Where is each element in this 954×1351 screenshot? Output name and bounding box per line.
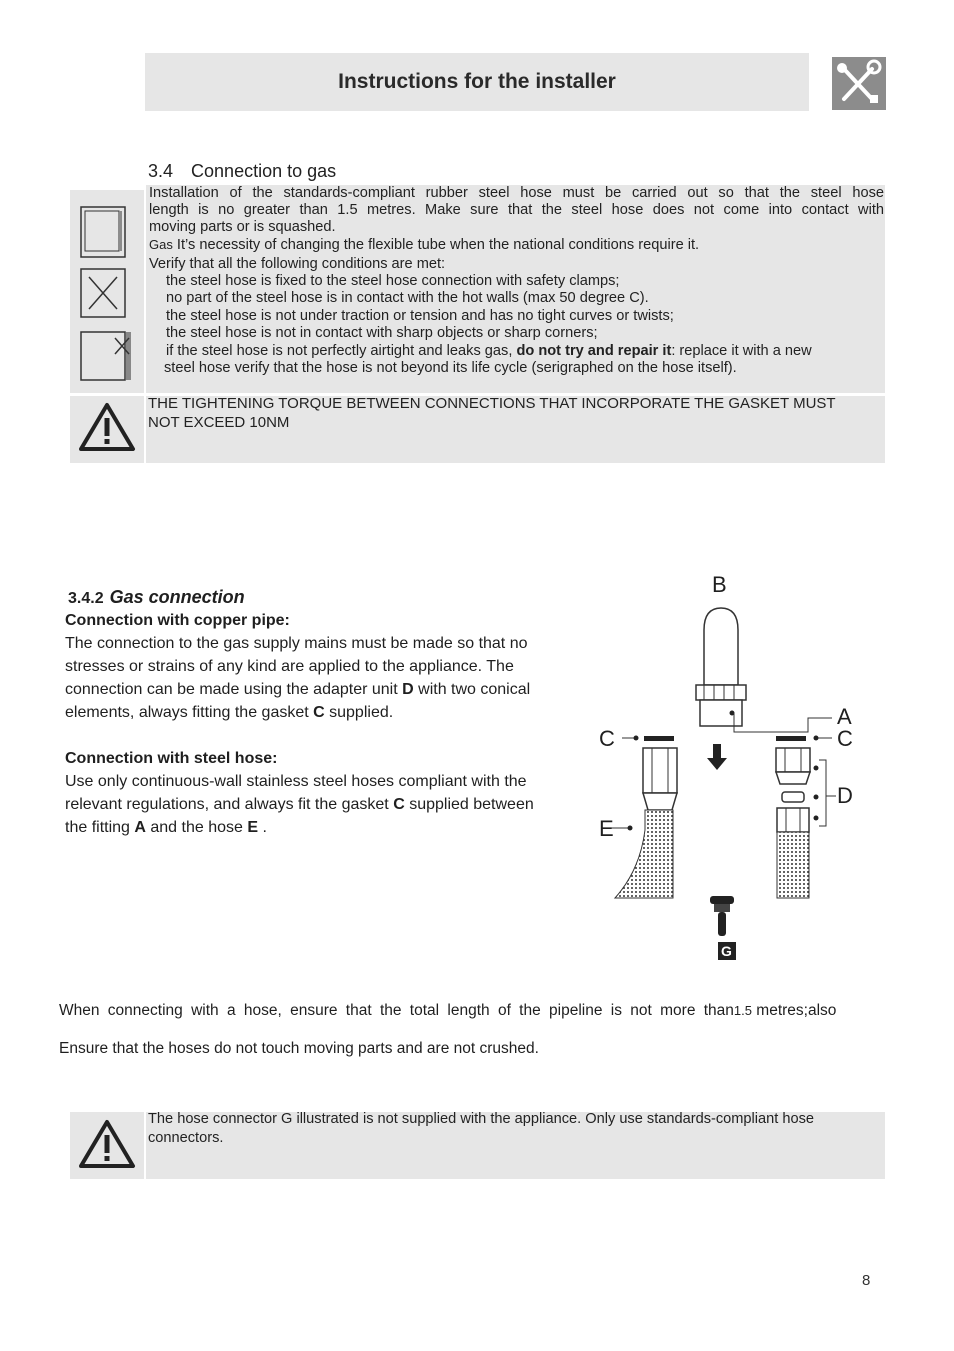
label-c-right: C (837, 726, 853, 751)
copper-line-1: The connection to the gas supply mains must be made so that no (65, 635, 528, 652)
label-b: B (712, 572, 727, 597)
steel-line-2 (65, 793, 534, 816)
copper-line-4 (65, 701, 393, 724)
label-c-left: C (599, 726, 615, 751)
warning-icon (78, 401, 136, 458)
bottom-line-1 (59, 1002, 836, 1020)
warning-line-2: NOT EXCEED 10NM (148, 414, 290, 431)
gas-connection-diagram (590, 570, 870, 970)
bottom-line-1-c: metres;also (752, 1002, 837, 1019)
copper-line-3 (65, 678, 530, 701)
subsection-number: 3.4.2 (68, 590, 104, 607)
gas-note (149, 236, 699, 254)
section-title-text: Connection to gas (191, 161, 337, 181)
note-warning-icon (78, 1118, 136, 1175)
copper-line-4-c: supplied. (324, 704, 394, 721)
page-title: Instructions for the installer (338, 70, 616, 93)
condition-5-bold: do not try and repair it (516, 343, 672, 359)
tools-icon (832, 57, 886, 110)
section-number: 3.4 (148, 161, 174, 181)
gas-note-text: It’s necessity of changing the flexible tube when the national conditions require it. (172, 237, 700, 253)
section-title (148, 161, 336, 182)
bottom-line-1-b: 1.5 (733, 1003, 752, 1018)
verify-line: Verify that all the following conditions are met: (149, 256, 446, 272)
condition-1: the steel hose is fixed to the steel hose connection with safety clamps; (166, 273, 620, 289)
steel-line-3 (65, 816, 267, 839)
note-line-2: connectors. (148, 1130, 224, 1146)
copper-line-4-a: elements, always fitting the gasket (65, 704, 314, 721)
condition-3: the steel hose is not under traction or tension and has no tight curves or twists; (166, 308, 674, 324)
steel-line-1: Use only continuous-wall stainless steel hoses compliant with the (65, 773, 527, 790)
cross-hose-icon (79, 267, 129, 324)
bottom-line-1-a: When connecting with a hose, ensure that the total length of the pipeline is not more than (59, 1002, 734, 1019)
steel-line-3-a: the fitting (65, 819, 135, 836)
header-bar (145, 53, 809, 111)
oven-clearance-icon (79, 205, 129, 264)
steel-line-3-b: A (134, 819, 146, 836)
steel-line-3-d: E (247, 819, 259, 836)
copper-line-2: stresses or strains of any kind are applied to the appliance. The (65, 658, 514, 675)
condition-4: the steel hose is not in contact with sharp objects or sharp corners; (166, 325, 598, 341)
condition-5 (166, 343, 812, 360)
subsection-title (68, 587, 245, 608)
page-number: 8 (862, 1272, 871, 1289)
steel-line-3-e: . (258, 819, 267, 836)
steel-line-2-a: relevant regulations, and always fit the gasket (65, 796, 394, 813)
steel-line-2-c: supplied between (404, 796, 534, 813)
gas-prefix: Gas (149, 237, 173, 252)
cross-side-icon (79, 330, 133, 387)
copper-line-3-b: D (402, 681, 414, 698)
intro-line-2: length is no greater than 1.5 metres. Make sure that the steel hose does not come into contact with (149, 202, 884, 218)
steel-line-2-b: C (393, 796, 405, 813)
label-d: D (837, 783, 853, 808)
copper-line-3-c: with two conical (413, 681, 531, 698)
warning-line-1: THE TIGHTENING TORQUE BETWEEN CONNECTIONS THAT INCORPORATE THE GASKET MUST (148, 395, 836, 412)
copper-heading: Connection with copper pipe: (65, 612, 290, 629)
copper-line-4-b: C (313, 704, 325, 721)
label-e: E (599, 816, 614, 841)
condition-5-a: if the steel hose is not perfectly airtight and leaks gas, (166, 343, 517, 359)
copper-line-3-a: connection can be made using the adapter unit (65, 681, 403, 698)
note-line-1: The hose connector G illustrated is not supplied with the appliance. Only use standards-compliant hose (148, 1111, 815, 1127)
label-g: G (721, 943, 732, 959)
steel-heading: Connection with steel hose: (65, 750, 278, 767)
condition-2: no part of the steel hose is in contact with the hot walls (max 50 degree C). (166, 290, 649, 306)
condition-5-b: : replace it with a new (671, 343, 812, 359)
steel-line-3-c: and the hose (145, 819, 248, 836)
condition-5-line-2: steel hose verify that the hose is not beyond its life cycle (serigraphed on the hose itself). (164, 360, 737, 376)
label-a: A (837, 704, 852, 729)
intro-line-1: Installation of the standards-compliant rubber steel hose must be carried out so that the steel hose (149, 185, 884, 201)
subsection-name: Gas connection (109, 587, 245, 607)
bottom-line-2: Ensure that the hoses do not touch moving parts and are not crushed. (59, 1040, 539, 1057)
intro-line-3: moving parts or is squashed. (149, 219, 336, 235)
